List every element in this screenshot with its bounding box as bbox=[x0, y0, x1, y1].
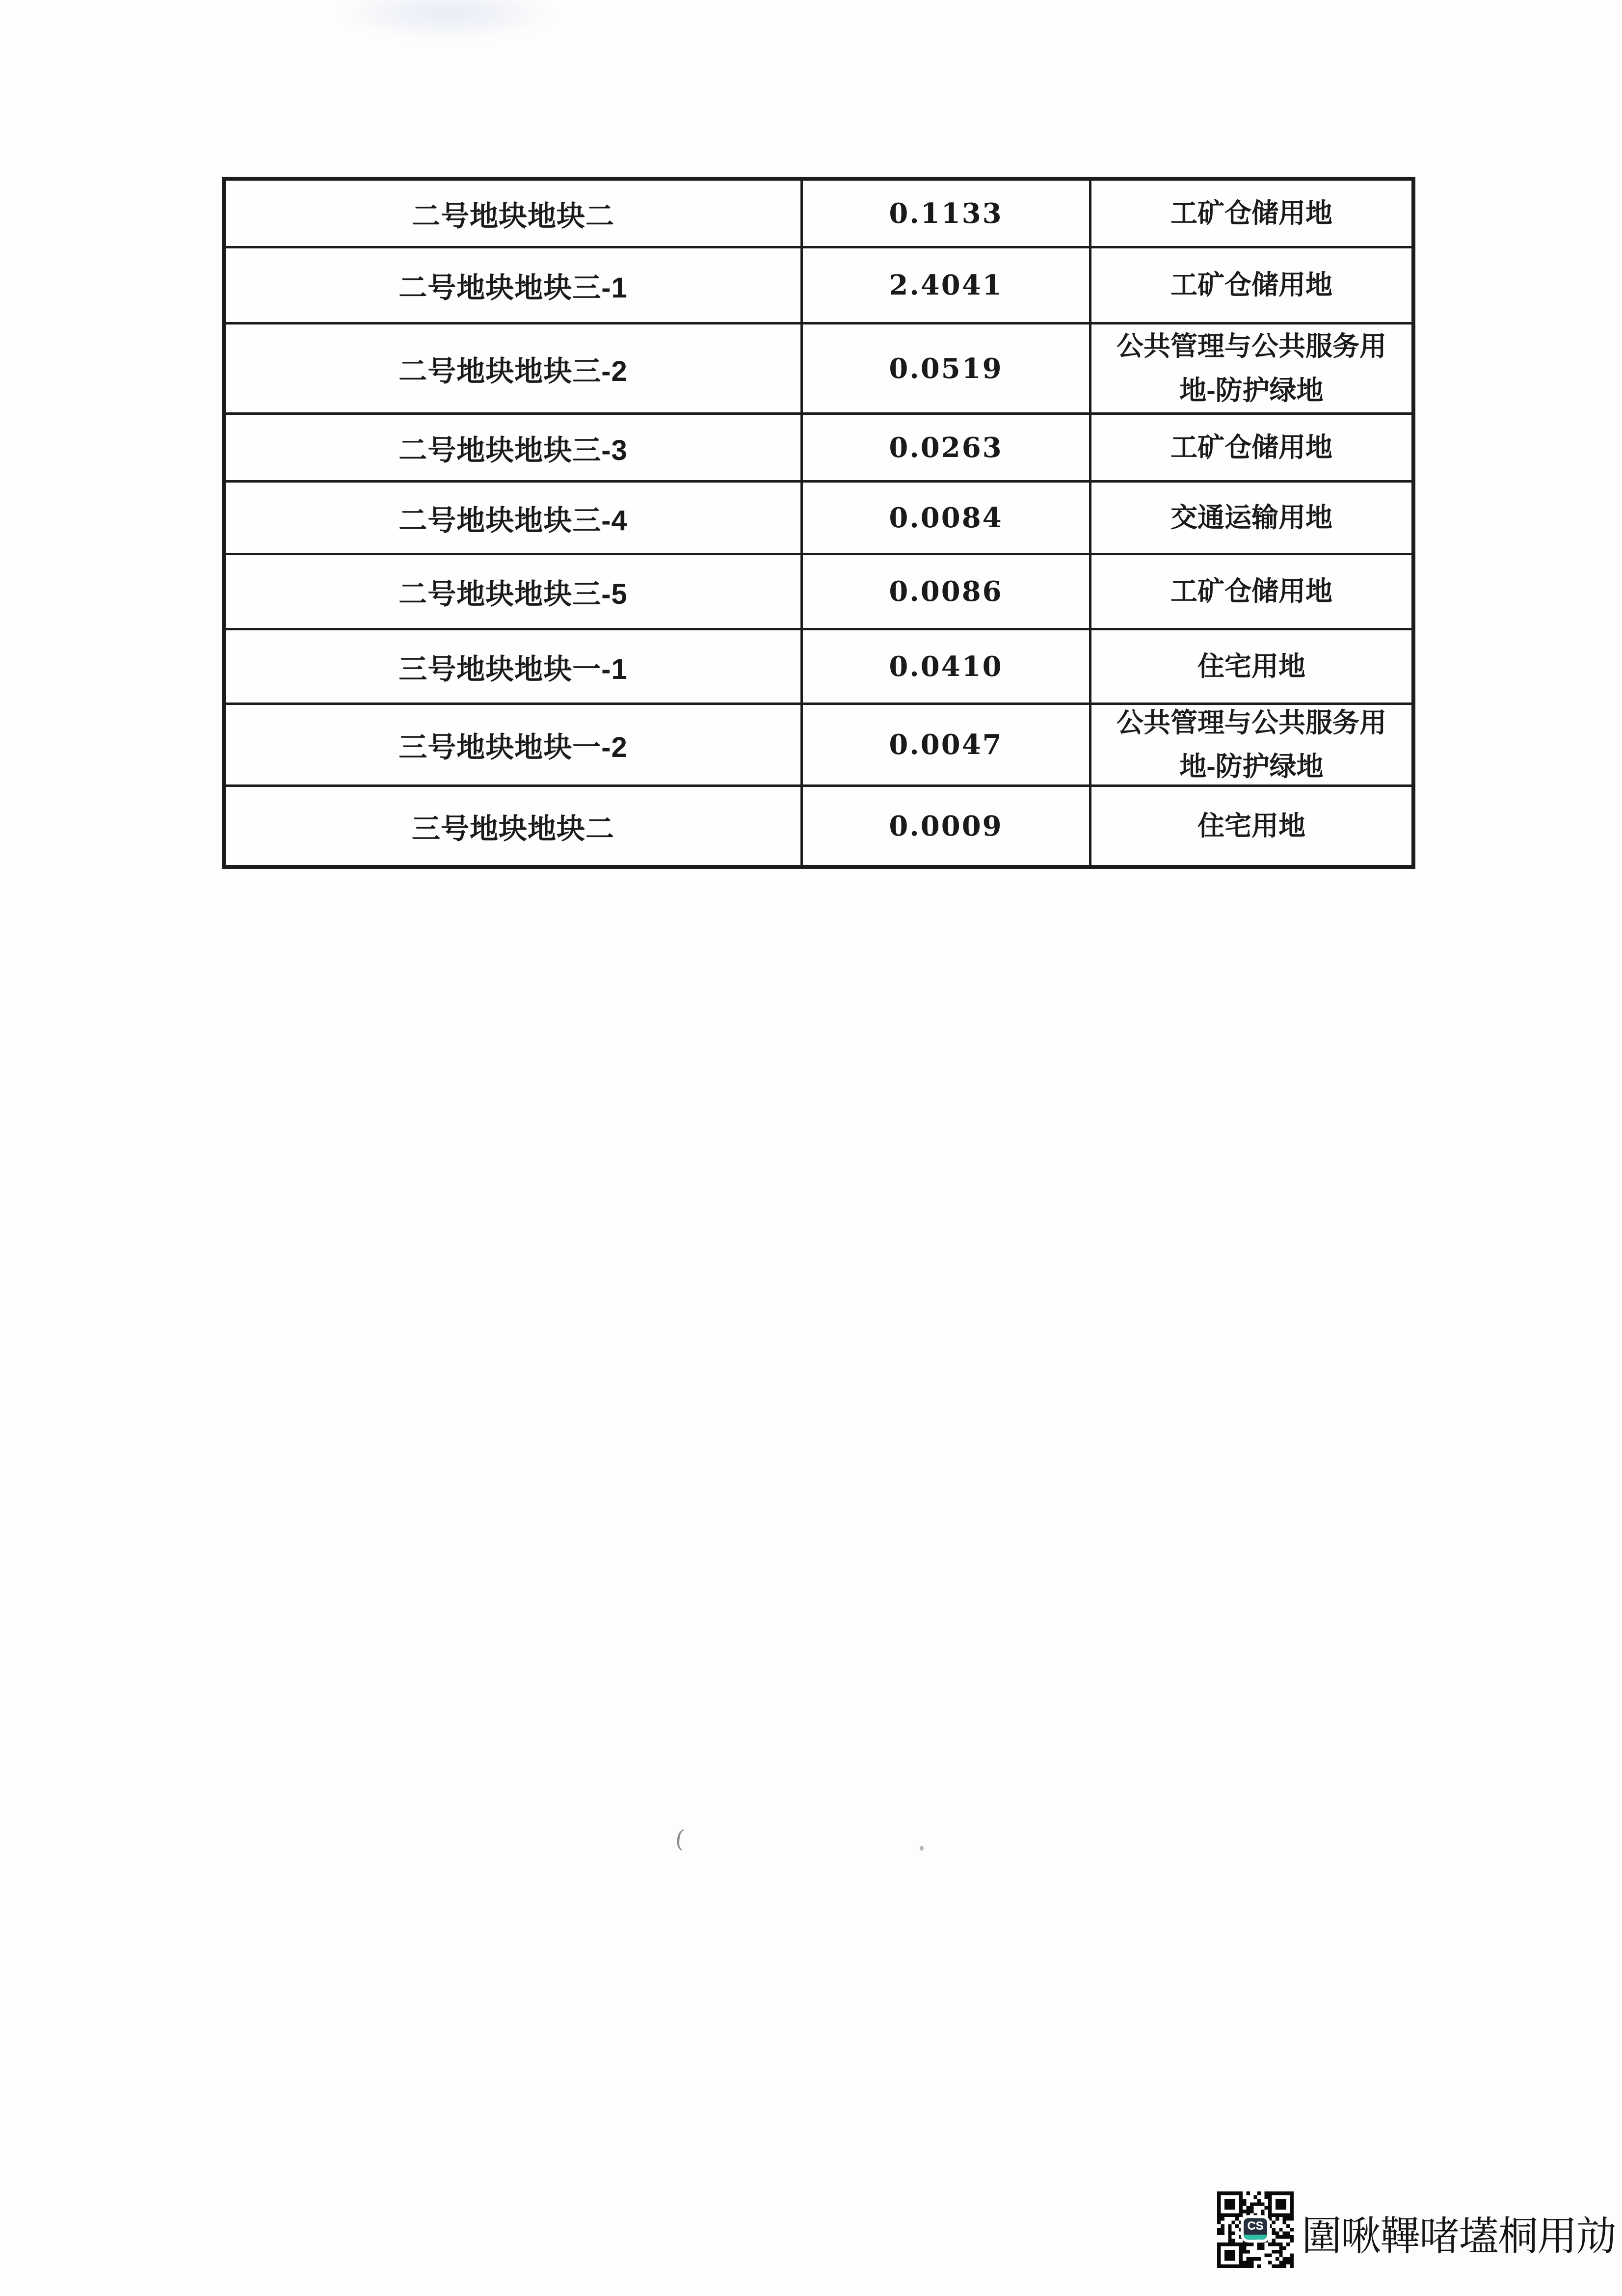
camscanner-qr-code bbox=[1217, 2191, 1294, 2268]
cell-plot-name: 二号地块地块三-4 bbox=[226, 483, 803, 555]
land-parcel-table bbox=[222, 177, 1415, 869]
cell-area: 0.0519 bbox=[803, 324, 1091, 415]
cell-area: 0.0263 bbox=[803, 415, 1091, 483]
cell-land-use: 住宅用地 bbox=[1197, 810, 1305, 841]
cell-plot-name: 二号地块地块三-2 bbox=[226, 324, 803, 415]
cell-area: 0.0047 bbox=[803, 705, 1091, 787]
cell-area: 0.0410 bbox=[803, 630, 1091, 705]
cell-area: 0.0009 bbox=[803, 787, 1091, 865]
cell-plot-name: 三号地块地块一-2 bbox=[226, 705, 803, 787]
cell-area: 2.4041 bbox=[803, 248, 1091, 324]
cell-land-use: 住宅用地 bbox=[1091, 630, 1411, 705]
cell-land-use: 工矿仓储用地 bbox=[1091, 181, 1411, 248]
camscanner-logo-band bbox=[1244, 2235, 1267, 2240]
cell-plot-name: 二号地块地块三-3 bbox=[226, 415, 803, 483]
cell-land-use: 工矿仓储用地 bbox=[1091, 555, 1411, 630]
cell-land-use: 工矿仓储用地 bbox=[1091, 415, 1411, 483]
stray-pen-mark: ( bbox=[674, 1825, 686, 1853]
cell-plot-name: 三号地块地块一-1 bbox=[226, 630, 803, 705]
cell-plot-name: 三号地块地块二 bbox=[226, 787, 803, 865]
cell-area: 0.1133 bbox=[803, 181, 1091, 248]
cell-land-use: 交通运输用地 bbox=[1091, 483, 1411, 555]
cell-plot-name: 二号地块地块三-5 bbox=[226, 555, 803, 630]
cell-plot-name: 二号地块地块三-1 bbox=[226, 248, 803, 324]
cell-land-use: 工矿仓储用地 bbox=[1091, 248, 1411, 324]
scan-smudge bbox=[339, 0, 555, 40]
cell-land-use: 公共管理与公共服务用地-防护绿地 bbox=[1091, 324, 1411, 415]
cell-plot-name: 二号地块地块二 bbox=[226, 181, 803, 248]
camscanner-watermark-text: 圍啾鞸啫壒桐用劥 bbox=[1302, 2213, 1616, 2260]
cell-area: 0.0086 bbox=[803, 555, 1091, 630]
scan-speck bbox=[920, 1846, 924, 1851]
cell-land-use: 公共管理与公共服务用地-防护绿地 bbox=[1091, 705, 1411, 787]
camscanner-logo-icon bbox=[1244, 2218, 1267, 2240]
cell-area: 0.0084 bbox=[803, 483, 1091, 555]
camscanner-logo-text: CS bbox=[1244, 2218, 1267, 2235]
